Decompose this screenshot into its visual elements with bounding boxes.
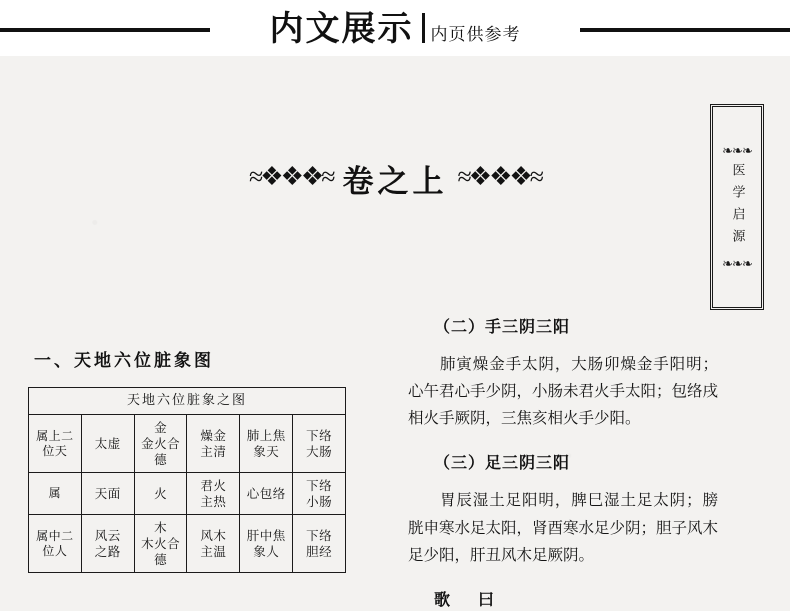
header-rule-left — [0, 28, 210, 32]
table-caption: 天地六位脏象之图 — [29, 388, 346, 415]
table-row — [29, 415, 346, 473]
table-row — [29, 388, 346, 415]
ornament-left-icon: ≈❖❖❖≈ — [249, 161, 333, 191]
book-spine-title: 医学启源 — [729, 163, 745, 251]
header-inner — [256, 9, 535, 49]
table-cell: 肝中焦 象人 — [240, 515, 293, 573]
ornament-icon: ❧❧❧ — [722, 256, 752, 271]
table-row — [29, 515, 346, 573]
table-cell: 金 金火合德 — [134, 415, 187, 473]
ornament-right-icon: ≈❖❖❖≈ — [457, 161, 541, 191]
section-heading-1: 一、天地六位脏象图 — [34, 351, 214, 371]
song-line — [434, 587, 718, 610]
table-cell: 火 — [134, 473, 187, 515]
song-value: 曰 — [478, 589, 497, 609]
header-rule-right — [580, 28, 790, 32]
table-cell: 天面 — [81, 473, 134, 515]
table-cell: 木 木火合德 — [134, 515, 187, 573]
table-cell: 属中二 位人 — [29, 515, 82, 573]
header-divider-icon — [422, 13, 425, 43]
table-cell: 下络 胆经 — [293, 515, 346, 573]
page-title: 内文展示 — [269, 9, 414, 49]
table-cell: 下络 小肠 — [293, 473, 346, 515]
table-cell: 属上二 位天 — [29, 415, 82, 473]
header-subtitle: 内页供参考 — [430, 25, 521, 45]
table-cell: 太虚 — [81, 415, 134, 473]
subsection-paragraph-2: 肺寅燥金手太阴，大肠卯燥金手阳明；心午君心手少阴，小肠未君火手太阳；包络戌相火手厥阴，三焦亥相火手少阳。 — [408, 355, 719, 428]
table-cell: 君火 主热 — [187, 473, 240, 515]
ornament-icon: ❧❧❧ — [722, 143, 752, 158]
table-cell: 风木 主温 — [187, 515, 240, 573]
header-banner — [0, 0, 790, 56]
volume-title: 卷之上 — [342, 164, 448, 200]
table-cell: 风云 之路 — [81, 515, 134, 573]
left-column — [28, 346, 358, 573]
table-cell: 属 — [29, 473, 82, 515]
zangxiang-table — [28, 387, 346, 573]
subsection-paragraph-3: 胃辰湿土足阳明，脾巳湿土足太阴；膀胱申寒水足太阳，肾酉寒水足少阴；胆子风木足少阳，肝丑风木足厥阴。 — [408, 491, 719, 564]
table-cell: 燥金 主清 — [187, 415, 240, 473]
volume-heading — [0, 156, 790, 201]
book-spine-cartouche — [710, 104, 764, 310]
table-cell: 心包络 — [240, 473, 293, 515]
right-column — [408, 314, 718, 610]
subsection-heading-2: （二）手三阴三阳 — [434, 317, 571, 336]
table-cell: 肺上焦 象天 — [240, 415, 293, 473]
table-cell: 下络 大肠 — [293, 415, 346, 473]
song-label: 歌 — [434, 589, 453, 609]
book-page — [0, 56, 790, 611]
subsection-heading-3: （三）足三阴三阳 — [434, 453, 571, 473]
table-row — [29, 473, 346, 515]
